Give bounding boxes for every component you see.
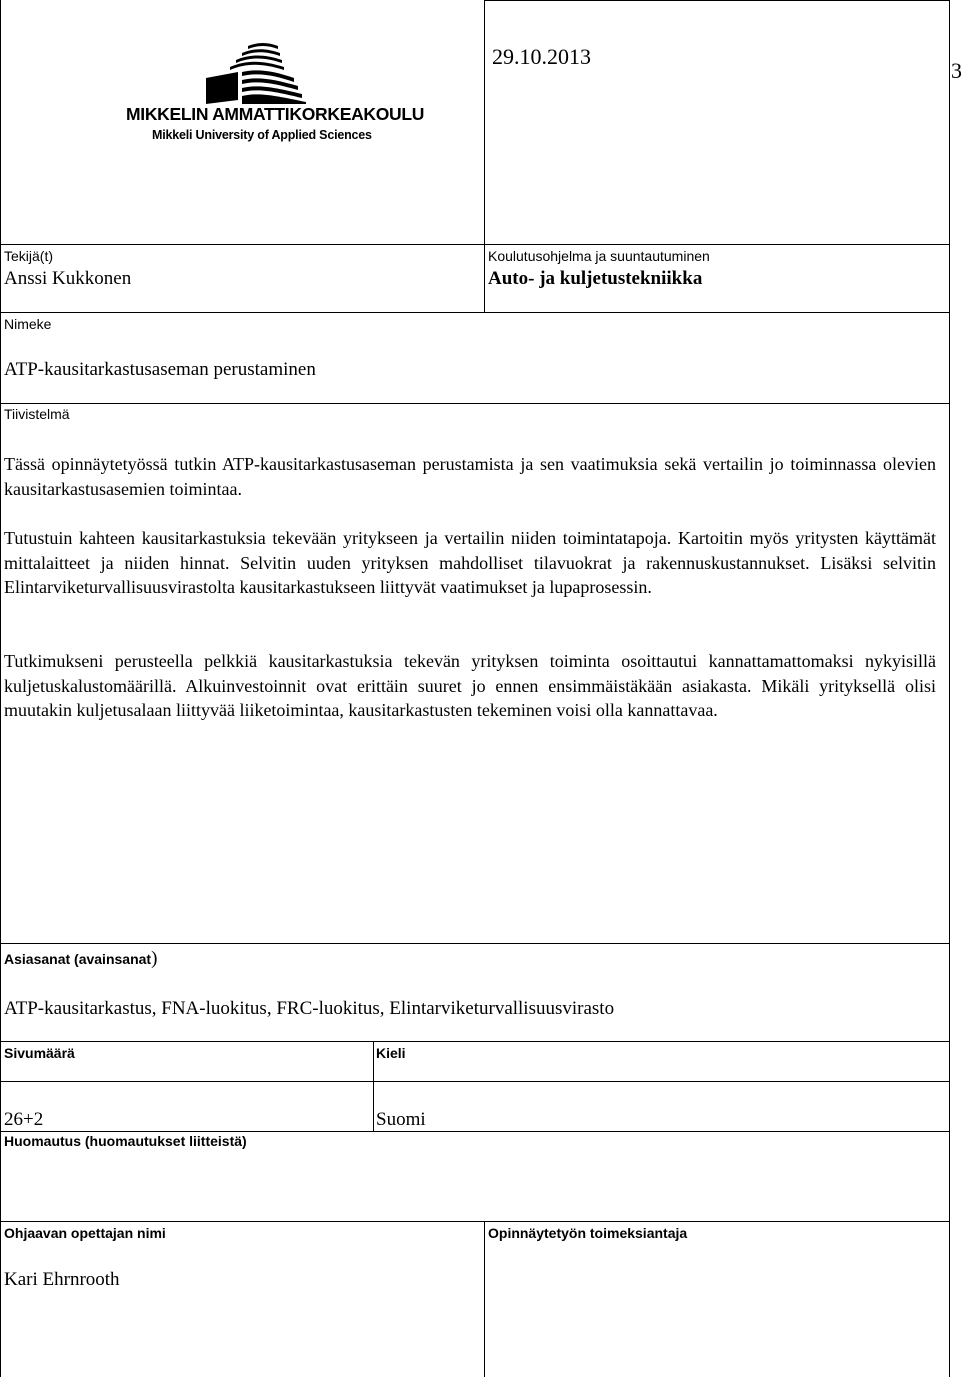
- author-name: Anssi Kukkonen: [4, 268, 132, 289]
- supervisor-label: Ohjaavan opettajan nimi: [4, 1225, 166, 1241]
- supervisor-name: Kari Ehrnrooth: [4, 1269, 120, 1290]
- header-bottom-line: [0, 244, 950, 245]
- page-number: 3: [951, 58, 962, 83]
- university-logo: [126, 42, 425, 146]
- supervisor-divider-vertical: [484, 1221, 485, 1377]
- logo-name: MIKKELIN AMMATTIKORKEAKOULU: [126, 104, 425, 124]
- title-label: Nimeke: [4, 316, 52, 332]
- abstract-paragraph-1: Tässä opinnäytetyössä tutkin ATP-kausitarkastusaseman perustamista ja sen vaatimuksia sekä vertailin jo toiminnassa olevien kausitarkastusasemien toimintaa.: [4, 454, 936, 499]
- author-label: Tekijä(t): [4, 248, 54, 264]
- author-bottom-line: [0, 312, 950, 313]
- pages-label-bottom-line: [0, 1081, 950, 1082]
- notes-bottom-line: [0, 1221, 950, 1222]
- document-date: 29.10.2013: [492, 44, 591, 69]
- pages-bottom-line: [0, 1131, 950, 1132]
- frame-left-border: [0, 0, 1, 1377]
- book-wave-emblem-icon: [176, 42, 336, 104]
- language-value: Suomi: [376, 1109, 426, 1130]
- keywords-bottom-line: [0, 1041, 950, 1042]
- thesis-title: ATP-kausitarkastusaseman perustaminen: [4, 359, 316, 380]
- keywords-label-text: Asiasanat (avainsanat: [4, 951, 152, 967]
- abstract-paragraph-3: Tutkimukseni perusteella pelkkiä kausitarkastuksia tekevän yrityksen toiminta osoittautui kannattamattomaksi nykyisillä kuljetuskalustomäärillä. Alkuinvestoinnit ovat erittäin suuret jo ennen ensimmäistäkään asiakasta. Mikäli yrityksellä olisi muutakin kuljetusalaan liittyvää liiketoimintaa, kausitarkastusten tekeminen voisi olla kannattavaa.: [4, 651, 936, 720]
- frame-top-right-border: [484, 0, 950, 1]
- program-name: Auto- ja kuljetustekniikka: [488, 268, 703, 289]
- frame-right-border: [949, 0, 950, 1377]
- program-label: Koulutusohjelma ja suuntautuminen: [488, 248, 710, 264]
- abstract-label: Tiivistelmä: [4, 406, 70, 422]
- abstract-bottom-line: [0, 943, 950, 944]
- keywords-label-paren: ): [151, 948, 158, 969]
- logo-subtitle: Mikkeli University of Applied Sciences: [152, 128, 372, 142]
- pages-label: Sivumäärä: [4, 1045, 75, 1061]
- language-label: Kieli: [376, 1045, 406, 1061]
- header-divider-vertical: [484, 0, 485, 312]
- pages-divider-vertical: [373, 1041, 374, 1131]
- commissioner-label: Opinnäytetyön toimeksiantaja: [488, 1225, 688, 1241]
- abstract-paragraph-2: Tutustuin kahteen kausitarkastuksia tekevään yritykseen ja vertailin niiden toimintatapoja. Kartoitin myös yritysten käyttämät mittalaitteet ja niiden hinnat. Selvitin uuden yrityksen mahdolliset tilavuokrat ja rakennuskustannukset. Lisäksi selvitin Elintarviketurvallisuusvirastolta kausitarkastukseen liittyvät vaatimukset ja lupaprosessin.: [4, 528, 936, 597]
- pages-value: 26+2: [4, 1109, 44, 1130]
- keywords-value: ATP-kausitarkastus, FNA-luokitus, FRC-luokitus, Elintarviketurvallisuusvirasto: [4, 998, 615, 1019]
- notes-label: Huomautus (huomautukset liitteistä): [4, 1133, 247, 1149]
- keywords-label: [4, 948, 157, 970]
- title-bottom-line: [0, 403, 950, 404]
